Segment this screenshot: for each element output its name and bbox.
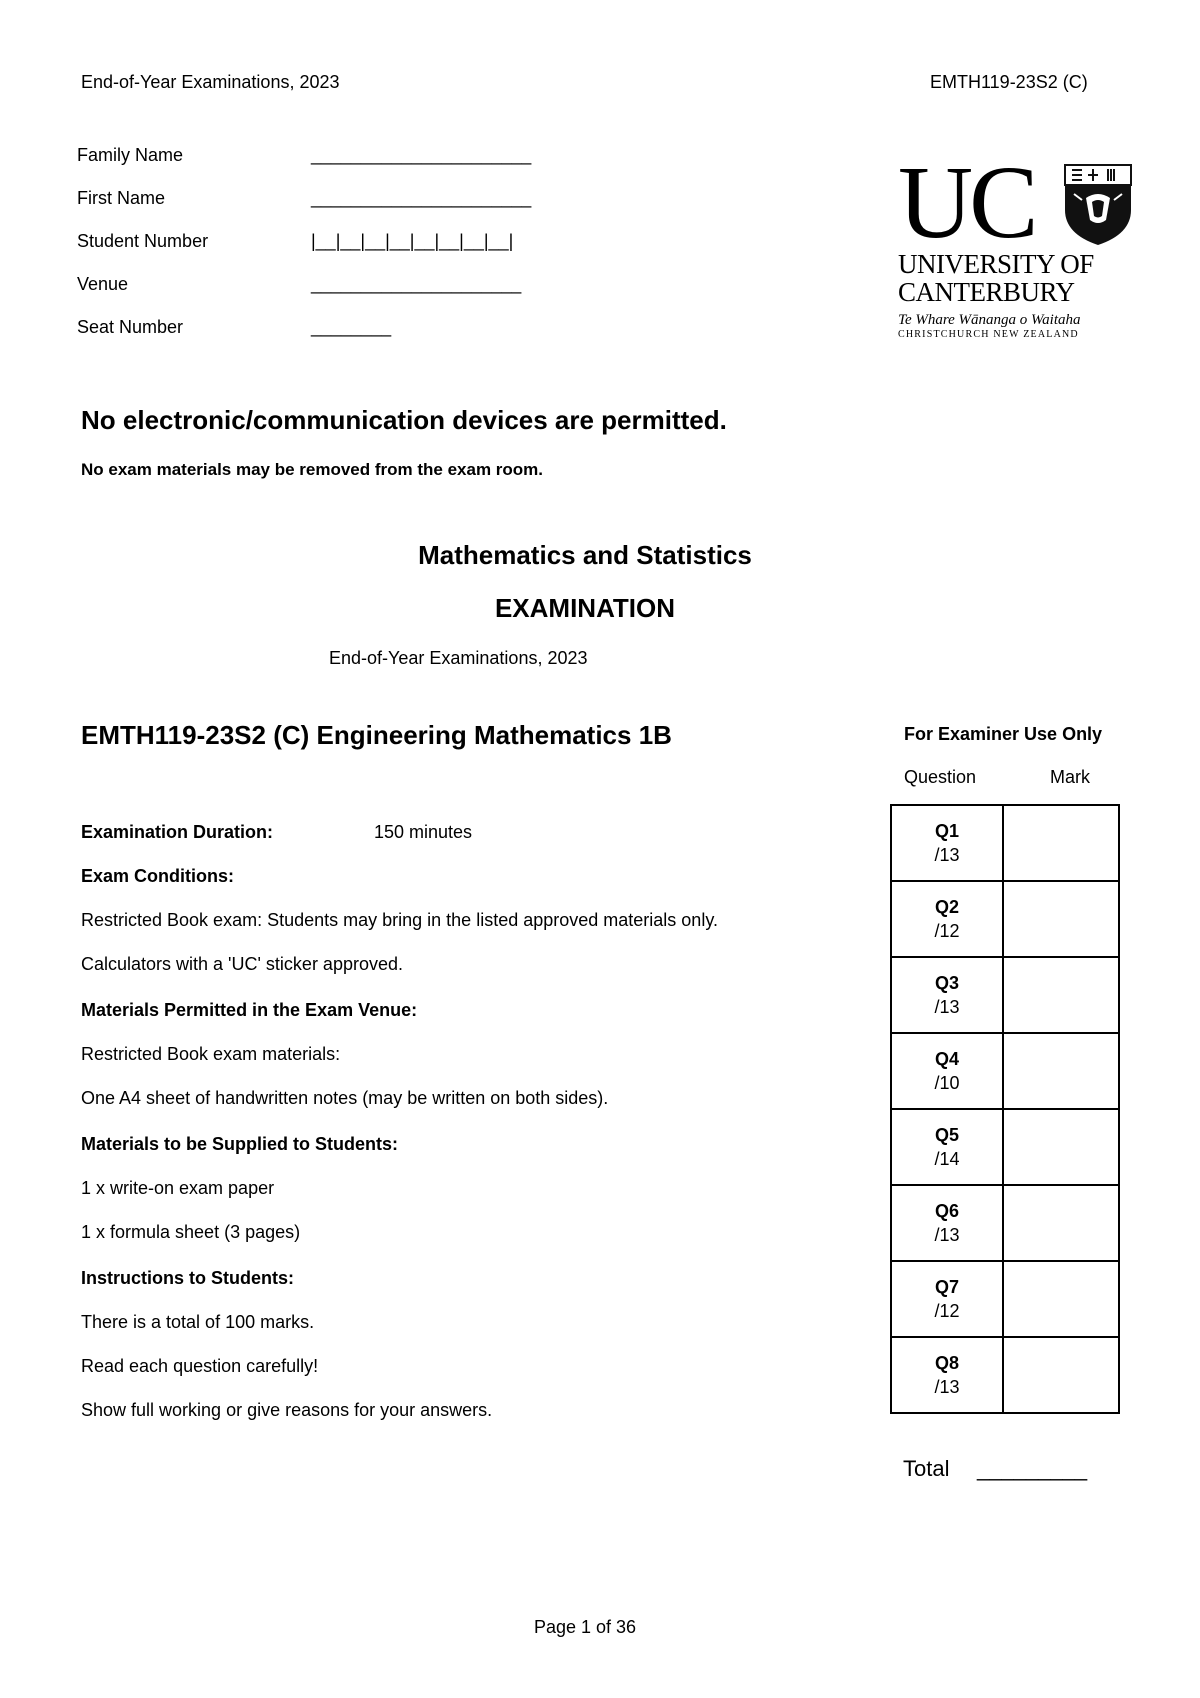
marks-row [891,1337,1119,1413]
permitted-label: Materials Permitted in the Exam Venue: [81,1000,418,1020]
question-number: Q5 [934,1125,959,1145]
question-max-marks: /13 [934,997,960,1017]
family-name-field[interactable]: ______________________ [311,145,532,165]
mark-cell[interactable] [1003,1109,1119,1185]
mark-cell[interactable] [1003,1033,1119,1109]
question-cell [891,881,1003,957]
materials-notice: No exam materials may be removed from the exam room. [81,460,544,479]
conditions-label: Exam Conditions: [81,866,235,886]
question-cell [891,1109,1003,1185]
question-number: Q8 [934,1353,959,1373]
instructions-text-2: Read each question carefully! [81,1356,319,1376]
venue-label: Venue [77,274,129,294]
department-title: Mathematics and Statistics [418,540,752,570]
logo-line-2: CANTERBURY [898,277,1075,307]
family-name-label: Family Name [77,145,184,165]
total-field[interactable]: _________ [977,1456,1088,1481]
seat-number-label: Seat Number [77,317,184,337]
question-max-marks: /12 [934,1301,960,1321]
conditions-text-1: Restricted Book exam: Students may bring in the listed approved materials only. [81,910,718,930]
question-max-marks: /13 [934,1377,960,1397]
mark-cell[interactable] [1003,957,1119,1033]
marks-row [891,1185,1119,1261]
question-max-marks: /12 [934,921,960,941]
marks-row [891,1261,1119,1337]
duration-label: Examination Duration: [81,822,274,842]
marks-row [891,805,1119,881]
mark-column-header: Mark [1050,767,1090,787]
header-right: EMTH119-23S2 (C) [930,72,1088,92]
question-number: Q1 [934,821,959,841]
student-number-label: Student Number [77,231,209,251]
marks-row [891,957,1119,1033]
question-column-header: Question [904,767,977,787]
first-name-label: First Name [77,188,166,208]
conditions-text-2: Calculators with a 'UC' sticker approved. [81,954,403,974]
header-left: End-of-Year Examinations, 2023 [81,72,340,92]
mark-cell[interactable] [1003,1185,1119,1261]
mark-cell[interactable] [1003,1261,1119,1337]
marks-row [891,1033,1119,1109]
marks-row [891,1109,1119,1185]
mark-cell[interactable] [1003,805,1119,881]
supplied-label: Materials to be Supplied to Students: [81,1134,399,1154]
question-cell [891,1033,1003,1109]
question-cell [891,957,1003,1033]
mark-cell[interactable] [1003,1337,1119,1413]
question-max-marks: /13 [934,845,960,865]
question-number: Q6 [934,1201,959,1221]
supplied-text-1: 1 x write-on exam paper [81,1178,275,1198]
logo-maori-name: Te Whare Wānanga o Waitaha [898,312,1081,328]
session-title: End-of-Year Examinations, 2023 [329,648,588,668]
question-number: Q4 [934,1049,959,1069]
examiner-marks-table [890,804,1120,1414]
venue-field[interactable]: _____________________ [311,274,522,294]
instructions-text-1: There is a total of 100 marks. [81,1312,315,1332]
course-title: EMTH119-23S2 (C) Engineering Mathematics 1B [81,720,672,750]
question-number: Q3 [934,973,959,993]
instructions-label: Instructions to Students: [81,1268,294,1288]
duration-value: 150 minutes [374,822,473,842]
supplied-text-2: 1 x formula sheet (3 pages) [81,1222,301,1242]
mark-cell[interactable] [1003,881,1119,957]
question-number: Q7 [934,1277,959,1297]
university-logo [898,145,1138,341]
logo-line-1: UNIVERSITY OF [898,249,1094,279]
question-cell [891,1261,1003,1337]
question-max-marks: /13 [934,1225,960,1245]
exam-title: EXAMINATION [494,593,676,623]
logo-letters: UC [898,145,1035,260]
first-name-field[interactable]: ______________________ [311,188,532,208]
logo-city: CHRISTCHURCH NEW ZEALAND [898,329,1079,340]
devices-notice: No electronic/communication devices are permitted. [81,405,727,435]
question-number: Q2 [934,897,959,917]
total-label: Total [903,1456,950,1481]
permitted-text-1: Restricted Book exam materials: [81,1044,341,1064]
question-max-marks: /14 [934,1149,960,1169]
instructions-text-3: Show full working or give reasons for your answers. [81,1400,493,1420]
question-cell [891,805,1003,881]
question-cell [891,1337,1003,1413]
page-number: Page 1 of 36 [533,1617,637,1637]
question-max-marks: /10 [934,1073,960,1093]
examiner-title: For Examiner Use Only [904,724,1103,744]
crest-icon [1064,164,1132,246]
seat-number-field[interactable]: ________ [311,317,392,337]
student-number-field[interactable]: |__|__|__|__|__|__|__|__| [311,231,514,251]
question-cell [891,1185,1003,1261]
marks-row [891,881,1119,957]
permitted-text-2: One A4 sheet of handwritten notes (may be written on both sides). [81,1088,609,1108]
